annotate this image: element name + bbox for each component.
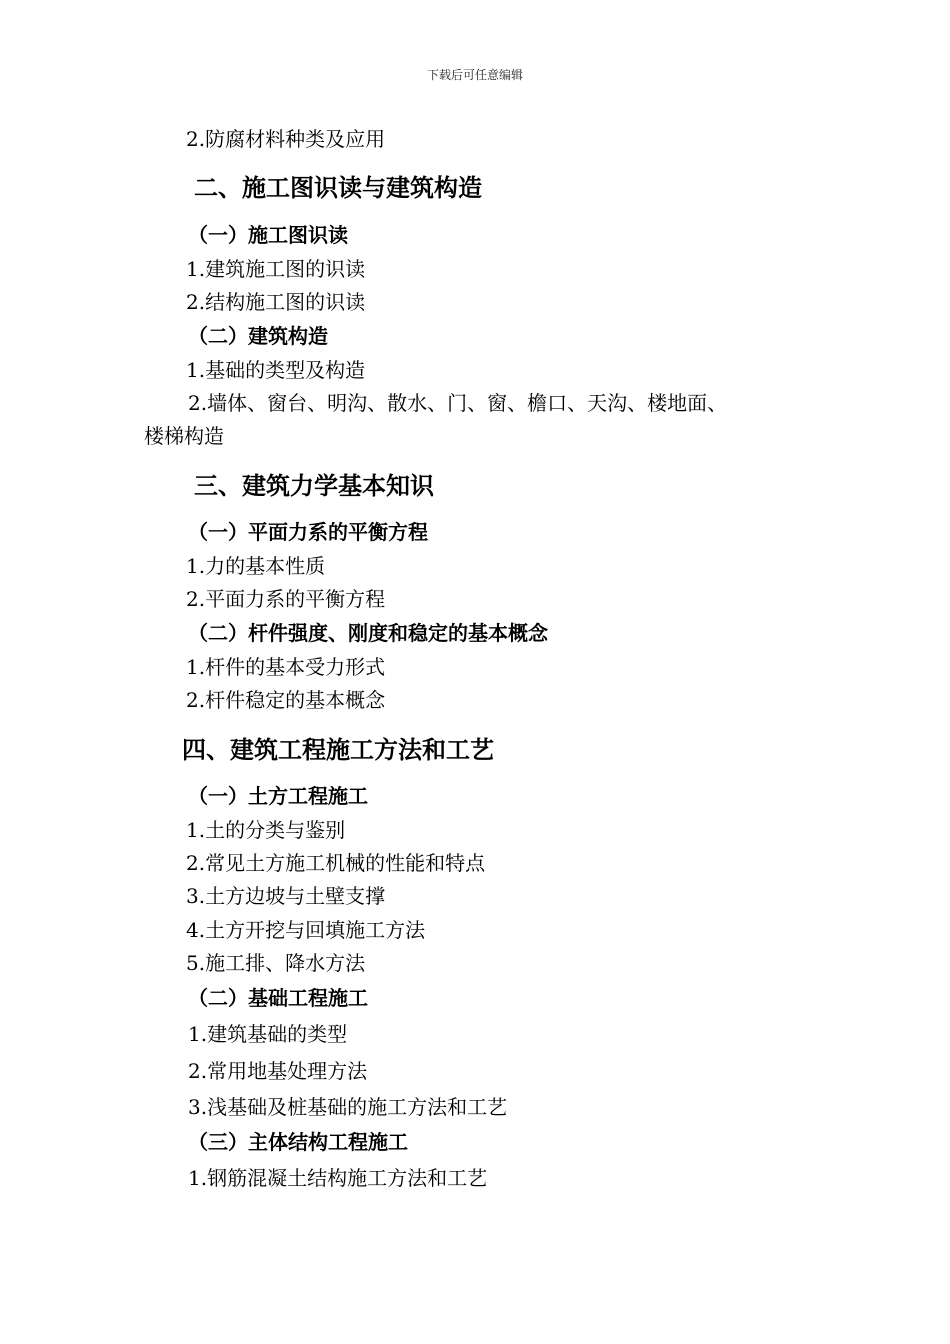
list-item: 1.基础的类型及构造 <box>186 358 366 382</box>
subsection-heading: （一）施工图识读 <box>188 223 348 247</box>
list-item: 5.施工排、降水方法 <box>186 951 366 975</box>
list-item: 1.建筑施工图的识读 <box>186 257 366 281</box>
subsection-heading: （二）基础工程施工 <box>188 986 368 1010</box>
section-heading: 二、施工图识读与建筑构造 <box>194 174 482 202</box>
section-heading: 四、建筑工程施工方法和工艺 <box>182 736 494 764</box>
list-item: 1.杆件的基本受力形式 <box>186 655 386 679</box>
list-item: 1.建筑基础的类型 <box>188 1022 348 1046</box>
subsection-heading: （二）杆件强度、刚度和稳定的基本概念 <box>188 621 548 645</box>
list-item: 2.常用地基处理方法 <box>188 1059 368 1083</box>
list-item: 1.力的基本性质 <box>186 554 326 578</box>
list-item-continuation: 楼梯构造 <box>144 424 224 448</box>
list-item: 4.土方开挖与回填施工方法 <box>186 918 426 942</box>
section-heading: 三、建筑力学基本知识 <box>194 472 434 500</box>
list-item: 2.常见土方施工机械的性能和特点 <box>186 851 486 875</box>
subsection-heading: （三）主体结构工程施工 <box>188 1130 408 1154</box>
list-item: 1.钢筋混凝土结构施工方法和工艺 <box>188 1166 488 1190</box>
subsection-heading: （一）平面力系的平衡方程 <box>188 520 428 544</box>
list-item: 1.土的分类与鉴别 <box>186 818 346 842</box>
page-header-note: 下载后可任意编辑 <box>426 68 523 82</box>
list-item: 2.防腐材料种类及应用 <box>186 127 386 151</box>
list-item: 2.平面力系的平衡方程 <box>186 587 386 611</box>
subsection-heading: （二）建筑构造 <box>188 324 328 348</box>
list-item: 2.结构施工图的识读 <box>186 290 366 314</box>
list-item: 3.土方边坡与土壁支撑 <box>186 884 386 908</box>
subsection-heading: （一）土方工程施工 <box>188 784 368 808</box>
list-item: 2.杆件稳定的基本概念 <box>186 688 386 712</box>
list-item: 3.浅基础及桩基础的施工方法和工艺 <box>188 1095 508 1119</box>
list-item: 2.墙体、窗台、明沟、散水、门、窗、檐口、天沟、楼地面、 <box>188 391 728 415</box>
